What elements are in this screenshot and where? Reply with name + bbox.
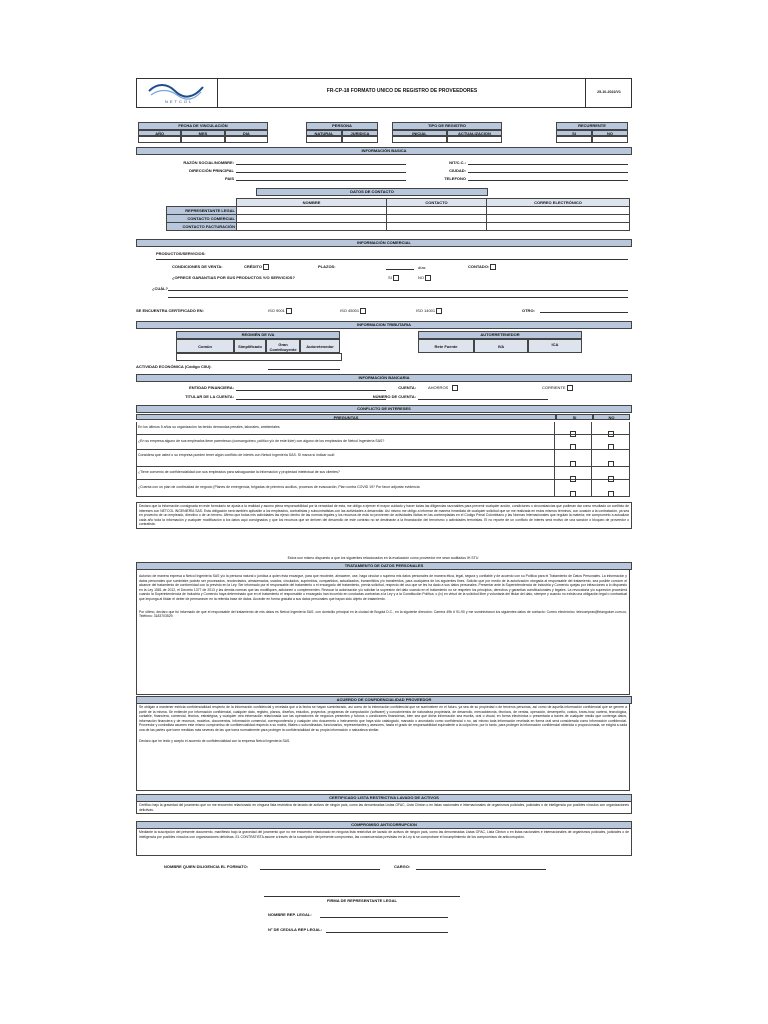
question-no-checkbox[interactable]: [608, 461, 614, 467]
anticorrupcion-text: Mediante la suscripción del presente documento, manifiesto bajo la gravedad del juramento que no me encuentro relacionado en ninguna lista restrictiva de lavado de activos de ningún país, como las denominadas Listas OFAC, Lista Clinton o en listas nacionales e internacionales de organismos policiales, judiciales o de inteligencia por posibles vínculos con organizaciones delictivas. EL CONTRATISTA asume a través de la suscripción del presente compromiso, las consecuencias previstas en la Ley si se comprobare el incumplimiento de los compromisos de anticorrupción.: [136, 828, 632, 856]
iso14001-label: ISO 14001: [416, 308, 436, 314]
contacto-row-facturacion: CONTACTO FACTURACIÓN: [167, 223, 237, 231]
firma-rep-label: FIRMA DE REPRESENTANTE LEGAL: [326, 898, 397, 903]
question-text: ¿Cuenta con un plan de continuidad de negocio (Planes de emergencia, brigadas de primeros auxilios, procesos de evacuación, Plan contra COVID 19? Por favor adjuntar evidencia: [137, 480, 555, 496]
autoret-ica: ICA: [528, 339, 582, 353]
garantias-si-label: SI: [388, 275, 392, 281]
logo: [137, 79, 218, 107]
firma-line[interactable]: [264, 896, 460, 897]
telefono-input[interactable]: [468, 180, 628, 181]
contacto-row-rep: REPRESENTANTE LEGAL: [167, 207, 237, 215]
garantias-no-label: NO: [418, 275, 424, 281]
garantias-no[interactable]: [418, 275, 431, 281]
question-si-checkbox[interactable]: [570, 461, 576, 467]
regimen-input[interactable]: [176, 353, 342, 361]
plazos-input[interactable]: [386, 269, 414, 270]
credito-checkbox[interactable]: [263, 264, 269, 270]
logo-text: NETCOL: [165, 99, 194, 104]
otro-label: OTRO:: [522, 308, 535, 313]
confidencialidad-box: [136, 703, 630, 791]
autoret-rete: Rete Fuente: [418, 339, 474, 353]
iso45001-label: ISO 45001: [340, 308, 360, 314]
conflicto-header: [136, 414, 630, 420]
recurrente-no: NO: [592, 130, 628, 136]
direccion-input[interactable]: [236, 172, 406, 173]
confidencialidad-text-2: Declaro que he leído y acepto el acuerdo de confidencialidad con la empresa Netcol Ingeniería SAS.: [139, 738, 291, 743]
corriente-label: CORRIENTE: [542, 385, 566, 391]
ciudad-label: CIUDAD:: [449, 168, 466, 173]
confidencialidad-title: ACUERDO DE CONFIDENCIALIDAD PROVEEDOR: [136, 696, 632, 704]
ahorros-checkbox[interactable]: [452, 385, 458, 391]
recurrente-no-input[interactable]: [592, 136, 628, 143]
fecha-col-dia: DIA: [225, 130, 268, 136]
regimen-label: REGIMÉN DE IVA: [176, 331, 340, 339]
question-no-checkbox[interactable]: [608, 491, 614, 497]
actividad-input[interactable]: [268, 369, 340, 370]
iso9001-option[interactable]: [268, 308, 292, 314]
regimen-gran: Gran Contribuyente: [266, 339, 300, 353]
header: [136, 78, 632, 108]
pais-label: PAIS: [224, 176, 234, 181]
entidad-input[interactable]: [236, 390, 386, 391]
conflicto-si-label: SI: [556, 414, 593, 420]
contado-option[interactable]: [468, 264, 496, 270]
contado-label: CONTADO:: [468, 264, 490, 270]
entidad-label: ENTIDAD FINANCIERA:: [189, 385, 234, 390]
iso9001-label: ISO 9001: [268, 308, 285, 314]
regimen-autoret: Autoretenedor: [300, 339, 340, 353]
nombre-diligencia-label: NOMBRE QUIEN DILIGENCIA EL FORMATO:: [164, 864, 249, 869]
nit-input[interactable]: [468, 164, 628, 165]
personales-text-2: Por último, declaro que fui informado de que el responsable del tratamiento de mis datos es Netcol Ingeniería SAS, con domicilio principal en la ciudad de Bogotá D.C., en la siguiente dirección: Carrera 49b # 91-90 y me suministraron los siguientes datos de contacto: Correo electrónico: telecompras@triangulum.com.co, Teléfono: 3183703529.: [139, 609, 627, 619]
form-title: FR-CP-18 FORMATO UNICO DE REGISTRO DE PROVEEDORES: [326, 88, 478, 94]
contado-checkbox[interactable]: [490, 264, 496, 270]
productos-input[interactable]: [156, 259, 628, 260]
tipo-actualizacion: ACTUALIZACION: [447, 130, 502, 136]
pais-input[interactable]: [236, 180, 406, 181]
ciudad-input[interactable]: [468, 172, 628, 173]
fecha-col-mes: MES: [181, 130, 224, 136]
fac-contacto-input[interactable]: [387, 223, 487, 231]
persona-natural-input[interactable]: [306, 136, 342, 143]
nombre-diligencia-input[interactable]: [260, 869, 380, 870]
fecha-ano-input[interactable]: [138, 136, 181, 143]
contacto-row-comercial: CONTACTO COMERCIAL: [167, 215, 237, 223]
question-text: En los últimos 5 años su organización ha tenido demandas penales, laborales, ambientales: [137, 422, 555, 434]
titular-input[interactable]: [236, 399, 386, 400]
titular-label: TITULAR DE LA CUENTA:: [185, 394, 234, 399]
garantias-no-checkbox[interactable]: [425, 275, 431, 281]
conflicto-no-label: NO: [593, 414, 630, 420]
iso45001-option[interactable]: [340, 308, 366, 314]
list-item: [136, 435, 630, 450]
numero-label: NÚMERO DE CUENTA:: [372, 394, 416, 399]
iso45001-checkbox[interactable]: [360, 308, 366, 314]
ahorros-label: AHORROS: [428, 385, 449, 391]
productos-label: PRODUCTOS/SERVICIOS:: [156, 251, 206, 256]
question-text: Considera que usted o su empresa pueden tener algún conflicto de interés con Netcol Ingeniería SAS. Si marca sí indicar cuál:: [137, 450, 555, 466]
regimen-cols: [176, 339, 340, 353]
garantias-si[interactable]: [388, 275, 399, 281]
conflicto-list: [136, 422, 630, 497]
recurrente: [556, 122, 628, 143]
declaracion-text: Declaro que la información consignada en este formulario se ajusta a la realidad y asumo plena responsabilidad por la veracidad de esta, me obligo a ejercer el mayor cuidado y hacer todas las diligencias razonables para prevenir cualquier acción, condiciones o circunstancias que pudieran dar como resultado un conflicto de intereses con NETCOL INGENIERÍA SAS. Esta obligación será también aplicable a los empleados, contratistas y subcontratistas con las actividades a desarrollar. Así mismo me obligo a informar de manera inmediata de cualquier solicitud que se me realizada en estos mismos términos, con ocasión a la contratación, ya sea en provecho de un empleado, directivo o de un tercero. Afirmo que todas mis actividades las ejerzo dentro de las normas legales y los recursos de esta no provienen de actividades ilícitas en las contempladas en el Código Penal Colombiano y las Normas Internacionales que regulan la materia; me comprometo a actualizar cada año toda la información y cualquier modificación a los datos aquí consignados y que los recursos que se deriven del desarrollo de este contrato no se destinarán a la financiación del terrorismo o actividades terroristas. El no reporte de un conflicto de interés será motivo de una sanción o bloqueo de proveedor o contratista.: [136, 502, 632, 529]
credito-label: CRÉDITO: [244, 264, 262, 270]
tipo-registro: [392, 122, 502, 143]
cargo-label: CARGO:: [394, 864, 411, 869]
recurrente-si-input[interactable]: [556, 136, 592, 143]
persona-juridica: JURIDICA: [342, 130, 378, 136]
garantias-si-checkbox[interactable]: [393, 275, 399, 281]
contacto-title: DATOS DE CONTACTO: [256, 188, 488, 196]
lavado-text: Certifico bajo la gravedad del juramento que no me encuentro relacionado en ninguna lista restrictiva de lavado de activos de ningún país, como las denominadas Listas OFAC, Lista Clinton o en listas nacionales e internacionales de organismos policiales, judiciales o de inteligencia por posibles vínculos con organizaciones delictivas.: [136, 801, 632, 814]
personales-title: TRATAMIENTO DE DATOS PERSONALES: [136, 562, 632, 570]
recurrente-label: RECURRENTE: [556, 122, 628, 130]
otro-input[interactable]: [540, 312, 628, 313]
contacto-col-contacto: CONTACTO: [387, 199, 487, 207]
nombre-rep-input[interactable]: [320, 917, 448, 918]
code-cell: [585, 79, 632, 107]
anticorrupcion-title: COMPROMISO ANTICORRUPCION: [136, 821, 632, 829]
rep-nombre-input[interactable]: [237, 207, 387, 215]
direccion-label: DIRECCIÓN PRINCIPAL: [189, 168, 234, 173]
garantias-label: ¿OFRECE GARANTIAS POR SUS PRODUCTOS Y/O SERVICIOS?: [172, 275, 295, 280]
com-contacto-input[interactable]: [387, 215, 487, 223]
confidencialidad-text: Se obligan a mantener estricta confidencialidad respecto de la información confidencial y revelada que a la fecha se hayan suministrado, así como de la información confidencial que se suministren en el futuro, ya sea de su propiedad o de terceros personas, así como de aquella información confidencial que se genere a partir de la misma. Se entiende por información confidencial, cualquier dato, registro, planos, diseños, estudios, proyectos, programas de computación (software) y conocimientos de naturaleza propietaria, de desarrollo, mercadotecnia, técnicos, de ventas, operación, desempeño, costos, know-how, cartera, tecnológica, contable, financiera, comercial, técnica, estratégica, y cualquier otra información relacionada con las operaciones de negocios presentes y futuros o condiciones financieras, bien sea que dicha información sea escrita, oral o visual, en forma electrónica o presentada a través de cualquier medio que contenga datos, información financiera y de recursos, modelos, documentos, información comercial, correspondencia y cualquier otro documento o instrumento que haya sido catalogado, marcado o anunciado como confidencial o no, así mismo toda información revelada en forma oral será considerada como información confidencial. Proveedor y contratista asumen este mismo compromiso de confidencialidad respecto a su matriz, filiales o subordinadas, funcionarios, representantes y asesores, hasta el grado de responsabilidad equivalente a la culpa leve, por lo tanto, para proteger la información confidencial obtenida o proporcionada, se exigirá a cada una de las partes que tome medidas más severas de las que toma normalmente para proteger la confidencialidad de su propia información o naturaleza similar.: [139, 705, 627, 732]
plazos-label: PLAZOS:: [318, 264, 336, 269]
persona-juridica-input[interactable]: [342, 136, 378, 143]
com-nombre-input[interactable]: [237, 215, 387, 223]
cual-label: ¿CUÁL?: [152, 286, 168, 291]
form-code: 25-10-2022/V1: [597, 90, 621, 94]
cargo-input[interactable]: [416, 869, 546, 870]
question-si-checkbox[interactable]: [570, 444, 576, 450]
list-item: [136, 422, 630, 435]
tipo-actualizacion-input[interactable]: [447, 136, 502, 143]
contacto-col-correo: CORREO ELECTRÓNICO: [487, 199, 630, 207]
fac-correo-input[interactable]: [487, 223, 630, 231]
numero-input[interactable]: [418, 399, 548, 400]
basica-title: INFORMACIÓN BASICA: [136, 147, 632, 155]
corriente-checkbox[interactable]: [567, 385, 573, 391]
contacto-col-nombre: NOMBRE: [237, 199, 387, 207]
tipo-label: TIPO DE REGISTRO: [392, 122, 502, 130]
corriente-option[interactable]: [542, 385, 573, 391]
nombre-rep-label: NOMBRE REP. LEGAL:: [268, 912, 312, 917]
lavado-title: CERTIFICADO LISTA RESTRICTIVA LAVADO DE ACTIVOS: [136, 794, 632, 802]
iso14001-option[interactable]: [416, 308, 442, 314]
razon-input[interactable]: [236, 164, 406, 165]
fecha-dia-input[interactable]: [225, 136, 268, 143]
condiciones-label: CONDICIONES DE VENTA:: [172, 264, 223, 269]
persona-natural: NATURAL: [306, 130, 342, 136]
nit-label: NIT/C.C.:: [449, 160, 466, 165]
list-item: [136, 480, 630, 497]
cuenta-label: CUENTA:: [398, 385, 416, 390]
personales-text: Autorizo de manera expresa a Netcol Ingeniería SAS y/o la persona natural o jurídica a quien ésta encargue, para que recolecte, almacene, use, haga circular o suprima mis datos personales de manera ética, legal, segura y confiable y de acuerdo con su Política para el Tratamiento de Datos Personales. La información y datos personales que suministre podrán ser procesados, recolectados, almacenados, usados, circulados, suprimidos, compartidos, actualizados, transmitidos y/o transferidos, para cualquiera de los siguientes fines. Solicito que por medio de la autorización otorgada al responsable del tratamiento, sea posible conocer el alcance del tratamiento de conformidad con la previsto en la Ley. Ser informado por el responsable del tratamiento o el encargado del tratamiento, previa solicitud, respecto del uso que se les ha dado a sus datos personales. Presentar ante la Superintendencia de Industria y Comercio quejas por infracciones a lo dispuesto en la Ley 1581 de 2012, el Decreto 1377 de 2013 y las demás normas que las modifiquen, adicionen o complementen. Revocar la autorización y/o solicitar la supresión del dato cuando en el tratamiento no se respeten los principios, derechos y garantías constitucionales y legales. La revocatoria y/o supresión procederá cuando la Superintendencia de Industria y Comercio haya determinado que en el tratamiento el responsable o encargado han incurrido en conductas contrarias a la Ley y a la Constitución Política, o (iv) en virtud de la solicitud libre y voluntaria del titular del dato, siempre y cuando no exista una obligación legal o contractual que imponga al titular el deber de permanecer en la referida base de datos. Acceder en forma gratuita a sus datos personales que hayan sido objeto de tratamiento.: [139, 574, 627, 601]
ahorros-option[interactable]: [428, 385, 458, 391]
fecha-vinculacion: [138, 122, 268, 143]
iso14001-checkbox[interactable]: [436, 308, 442, 314]
persona-label: PERSONA: [306, 122, 378, 130]
fecha-label: FECHA DE VINCULACIÓN: [138, 122, 268, 130]
autoret-cols: [418, 339, 582, 353]
tipo-inicial-input[interactable]: [392, 136, 447, 143]
regimen-simplificado: Simplificado: [234, 339, 266, 353]
certificado-label: SE ENCUENTRA CERTIFICADO EN:: [136, 308, 204, 313]
rep-correo-input[interactable]: [487, 207, 630, 215]
contacto-table: [166, 198, 630, 231]
fac-nombre-input[interactable]: [237, 223, 387, 231]
comercial-title: INFORMACIÓN COMERCIAL: [136, 239, 632, 247]
bancaria-title: INFORMACIÓN BANCARIA: [136, 374, 632, 382]
persona: [306, 122, 378, 143]
list-item: [136, 467, 630, 480]
preguntas-label: PREGUNTAS: [136, 414, 556, 420]
credito-option[interactable]: [244, 264, 269, 270]
fecha-col-ano: AÑO: [138, 130, 181, 136]
autoret-label: AUTORRETENEDOR: [418, 331, 582, 339]
personales-box: [136, 569, 630, 695]
actividad-label: ACTIVIDAD ECONÓMICA (Código CIIU):: [136, 364, 212, 369]
cedula-rep-input[interactable]: [326, 932, 448, 933]
telefono-label: TELEFONO: [444, 176, 466, 181]
conflicto-title: CONFLICTO DE INTERESES: [136, 405, 632, 413]
recurrente-si: SI: [556, 130, 592, 136]
iso9001-checkbox[interactable]: [286, 308, 292, 314]
com-correo-input[interactable]: [487, 215, 630, 223]
tributaria-title: INFORMACION TRIBUTARIA: [136, 321, 632, 329]
cedula-rep-label: N° DE CEDULA REP LEGAL:: [268, 927, 323, 932]
autoret-iva: IVA: [474, 339, 528, 353]
question-text: ¿En su empresa alguno de sus empleados tiene parentesco (consanguíneo, político y/o de este líder) con alguno de los empleados de Netcol Ingeniería SAS?: [137, 435, 555, 449]
question-text: ¿Tiene convenio de confidencialidad con sus empleados para salvaguardar la información y propiedad intelectual de sus clientes?: [137, 467, 555, 479]
question-si-checkbox[interactable]: [570, 491, 576, 497]
fecha-mes-input[interactable]: [181, 136, 224, 143]
rep-contacto-input[interactable]: [387, 207, 487, 215]
cual-input-2[interactable]: [168, 297, 628, 298]
regimen-comun: Comün: [176, 339, 234, 353]
dias-label: días: [418, 265, 426, 270]
razon-label: RAZÓN SOCIAL/NOMBRE:: [183, 160, 234, 165]
nota-text: Estos son mismo dispuesto a que los siguientes relacionados en la evaluación como proveedor me sean auditados IH STU: [287, 556, 479, 560]
list-item: [136, 450, 630, 467]
cual-input[interactable]: [168, 290, 628, 291]
question-no-checkbox[interactable]: [608, 444, 614, 450]
tipo-inicial: INICIAL: [392, 130, 447, 136]
